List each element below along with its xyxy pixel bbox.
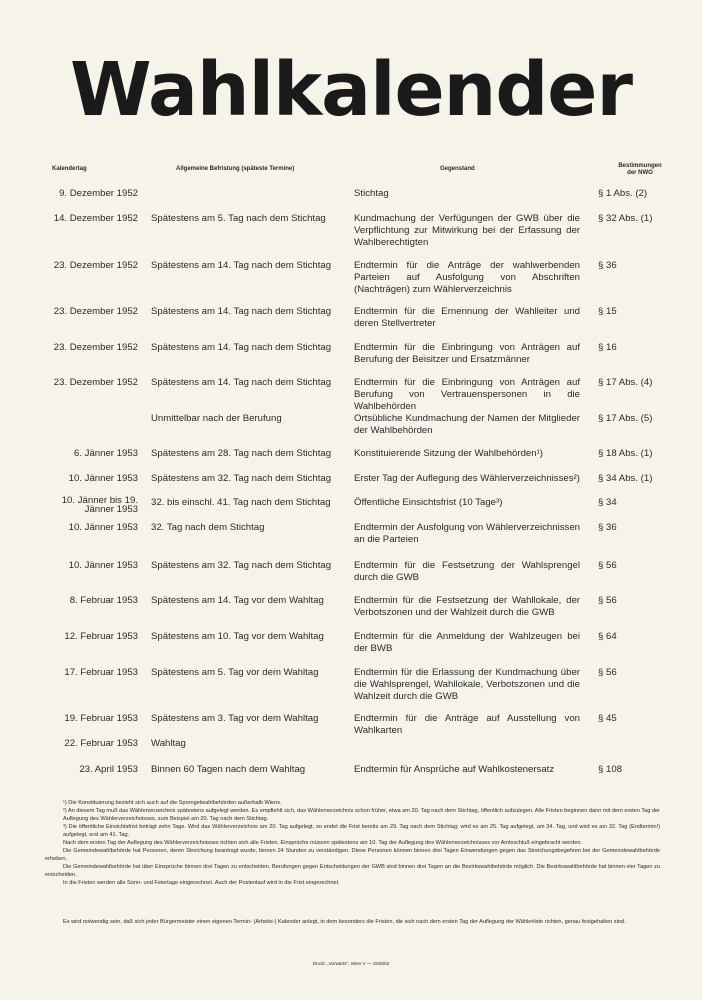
row-deadline: Spätestens am 5. Tag vor dem Wahltag	[151, 667, 319, 678]
row-deadline: 32. Tag nach dem Stichtag	[151, 522, 265, 533]
row-subject: Endtermin für Ansprüche auf Wahlkostenersatz	[354, 764, 555, 775]
row-subject: Endtermin für die Festsetzung der Wahllokale, der Verbotszonen und der Wahlzeit durch die GWB	[354, 595, 580, 618]
footnote-3: ³) Die öffentliche Einsichtsfrist beträgt zehn Tage. Wird das Wählerverzeichnis am 20. Tag aufgelegt, so endet die Frist bereits am 29. Tag nach dem Stichtag; wird es am 25. Tag aufgelegt, am 34. Tag, und wird es am 32. Tag (Endtermin!) aufgelegt, erst am 41. Tag.	[63, 824, 660, 838]
row-deadline: Spätestens am 14. Tag nach dem Stichtag	[151, 260, 332, 271]
header-rule-line2: der NWO	[627, 170, 653, 176]
row-subject: Endtermin für die Einbringung von Anträgen auf Berufung der Beisitzer und Ersatzmänner	[354, 342, 580, 365]
header-rule	[600, 163, 680, 177]
row-date: 23. Dezember 1952	[53, 377, 138, 388]
row-deadline: Spätestens am 14. Tag nach dem Stichtag	[151, 306, 332, 317]
closing-note: Es wird notwendig sein, daß sich jeder Bürgermeister einen eigenen Termin- (Arbeits-) Kalender anlegt, in dem besonders die Fristen, die sich nach dem ersten Tag der Auflegung der Wählerliste richten, genau festgehalten sind.	[63, 919, 626, 925]
row-deadline: Wahltag	[151, 738, 186, 749]
row-subject: Ortsübliche Kundmachung der Namen der Mitglieder der Wahlbehörden	[354, 413, 580, 436]
row-subject: Öffentliche Einsichtsfrist (10 Tage³)	[354, 497, 503, 508]
row-date: 22. Februar 1953	[64, 738, 138, 749]
row-date: 23. Dezember 1952	[53, 306, 138, 317]
row-date: 10. Jänner 1953	[68, 522, 138, 533]
row-subject: Endtermin für die Anmeldung der Wahlzeugen bei der BWB	[354, 631, 580, 654]
row-rule: § 34	[598, 497, 617, 508]
footnote-1: ¹) Die Konstituierung bezieht sich auch auf die Sprengelwahlbehörden außerhalb Wiens.	[63, 800, 282, 806]
row-date: 9. Dezember 1952	[59, 188, 138, 199]
row-rule: § 17 Abs. (4)	[598, 377, 653, 388]
row-date: 19. Februar 1953	[64, 713, 138, 724]
row-rule: § 36	[598, 260, 617, 271]
row-rule: § 36	[598, 522, 617, 533]
row-rule: § 108	[598, 764, 623, 775]
row-subject: Endtermin der Ausfolgung von Wählerverzeichnissen an die Parteien	[354, 522, 580, 545]
row-rule: § 56	[598, 595, 617, 606]
row-subject: Endtermin für die Anträge der wahlwerbenden Parteien auf Ausfolgung von Abschriften (Nachträgen) zum Wählerverzeichnis	[354, 260, 580, 295]
footnote-note-1: Nach dem ersten Tag der Auflegung des Wählerverzeichnisses richten sich alle Fristen. Einsprüche müssen spätestens am 10. Tag der Auflegung des Wählerverzeichnisses vor Amtsschluß eingebracht werden.	[63, 840, 583, 846]
row-subject: Endtermin für die Ernennung der Wahlleiter und deren Stellvertreter	[354, 306, 580, 329]
row-date: 6. Jänner 1953	[73, 448, 138, 459]
row-deadline: Spätestens am 3. Tag vor dem Wahltag	[151, 713, 319, 724]
footnote-note-2: Die Gemeindewahlbehörde hat Personen, deren Streichung beantragt wurde, binnen 24 Stunden zu verständigen. Diese Personen können binnen drei Tagen Einwendungen gegen das Streichungsbegehren bei der Gemeindewahlbehörde erheben.	[45, 848, 660, 862]
row-deadline: Unmittelbar nach der Berufung	[151, 413, 282, 424]
header-rule-line1: Bestimmungen	[618, 163, 662, 169]
row-rule: § 16	[598, 342, 617, 353]
row-deadline: Spätestens am 14. Tag nach dem Stichtag	[151, 377, 332, 388]
row-rule: § 32 Abs. (1)	[598, 213, 653, 224]
row-rule: § 34 Abs. (1)	[598, 473, 653, 484]
row-rule: § 56	[598, 560, 617, 571]
row-subject: Endtermin für die Einbringung von Anträgen auf Berufung von Vertrauenspersonen in die Wahlbehörden	[354, 377, 580, 412]
row-rule: § 64	[598, 631, 617, 642]
row-deadline: Binnen 60 Tagen nach dem Wahltag	[151, 764, 306, 775]
footnote-note-4: In die Fristen werden alle Sonn- und Feiertage eingerechnet. Auch der Postenlauf wird in die Frist eingerechnet.	[63, 880, 340, 886]
row-date: 17. Februar 1953	[64, 667, 138, 678]
row-subject: Endtermin für die Festsetzung der Wahlsprengel durch die GWB	[354, 560, 580, 583]
row-deadline: Spätestens am 10. Tag vor dem Wahltag	[151, 631, 324, 642]
row-date: 12. Februar 1953	[64, 631, 138, 642]
row-deadline: Spätestens am 28. Tag nach dem Stichtag	[151, 448, 332, 459]
row-deadline: 32. bis einschl. 41. Tag nach dem Stichtag	[151, 497, 331, 508]
row-deadline: Spätestens am 32. Tag nach dem Stichtag	[151, 560, 332, 571]
row-deadline: Spätestens am 32. Tag nach dem Stichtag	[151, 473, 332, 484]
row-date: 23. Dezember 1952	[53, 260, 138, 271]
page-title: Wahlkalender	[69, 47, 632, 133]
header-subject: Gegenstand	[440, 166, 475, 172]
row-rule: § 15	[598, 306, 617, 317]
footnote-2: ²) An diesem Tag muß das Wählerverzeichnis spätestens aufgelegt werden. Es empfiehlt sich, das Wählerverzeichnis schon früher, etwa am 20. Tag nach dem Stichtag, öffentlich aufzulegen. Alle Fristen beginnen dann mit dem ersten Tag der Auflegung des Wählerverzeichnisses, zum Beispiel am 20. Tag nach dem Stichtag.	[63, 808, 660, 822]
header-deadline: Allgemeine Befristung (späteste Termine)	[176, 166, 295, 172]
row-date: 8. Februar 1953	[69, 595, 138, 606]
row-subject: Kundmachung der Verfügungen der GWB über die Verpflichtung zur Mitwirkung bei der Erfassung der Wahlberechtigten	[354, 213, 580, 248]
header-date: Kalendertag	[52, 166, 87, 172]
row-subject: Erster Tag der Auflegung des Wählerverzeichnisses²)	[354, 473, 580, 484]
footnotes	[45, 799, 660, 887]
row-subject: Konstituierende Sitzung der Wahlbehörden¹)	[354, 448, 543, 459]
row-subject: Endtermin für die Erlassung der Kundmachung über die Wahlsprengel, Wahllokale, Verbotszonen und die Wahlzeit durch die GWB	[354, 667, 580, 702]
row-rule: § 56	[598, 667, 617, 678]
row-date: 10. Jänner bis 19. Jänner 1953	[61, 495, 138, 515]
row-date: 23. Dezember 1952	[53, 342, 138, 353]
footnote-note-3: Die Gemeindewahlbehörde hat über Einsprüche binnen drei Tagen zu entscheiden. Berufungen gegen Entscheidungen der GWB sind binnen drei Tagen an die Bezirkswahlbehörde möglich. Die Bezirkswahlbehörde hat binnen vier Tagen zu entscheiden.	[45, 864, 660, 878]
row-deadline: Spätestens am 5. Tag nach dem Stichtag	[151, 213, 326, 224]
row-subject: Endtermin für die Anträge auf Ausstellung von Wahlkarten	[354, 713, 580, 736]
printer-imprint: Druck: „Vorwärts", Wien V — 1936/52	[312, 961, 390, 966]
row-deadline: Spätestens am 14. Tag nach dem Stichtag	[151, 342, 332, 353]
row-date: 14. Dezember 1952	[53, 213, 138, 224]
row-rule: § 18 Abs. (1)	[598, 448, 653, 459]
row-subject: Stichtag	[354, 188, 389, 199]
row-date: 10. Jänner 1953	[68, 473, 138, 484]
row-rule: § 17 Abs. (5)	[598, 413, 653, 424]
row-deadline: Spätestens am 14. Tag vor dem Wahltag	[151, 595, 324, 606]
row-date: 10. Jänner 1953	[68, 560, 138, 571]
row-rule: § 45	[598, 713, 617, 724]
row-rule: § 1 Abs. (2)	[598, 188, 648, 199]
row-date: 23. April 1953	[79, 764, 138, 775]
